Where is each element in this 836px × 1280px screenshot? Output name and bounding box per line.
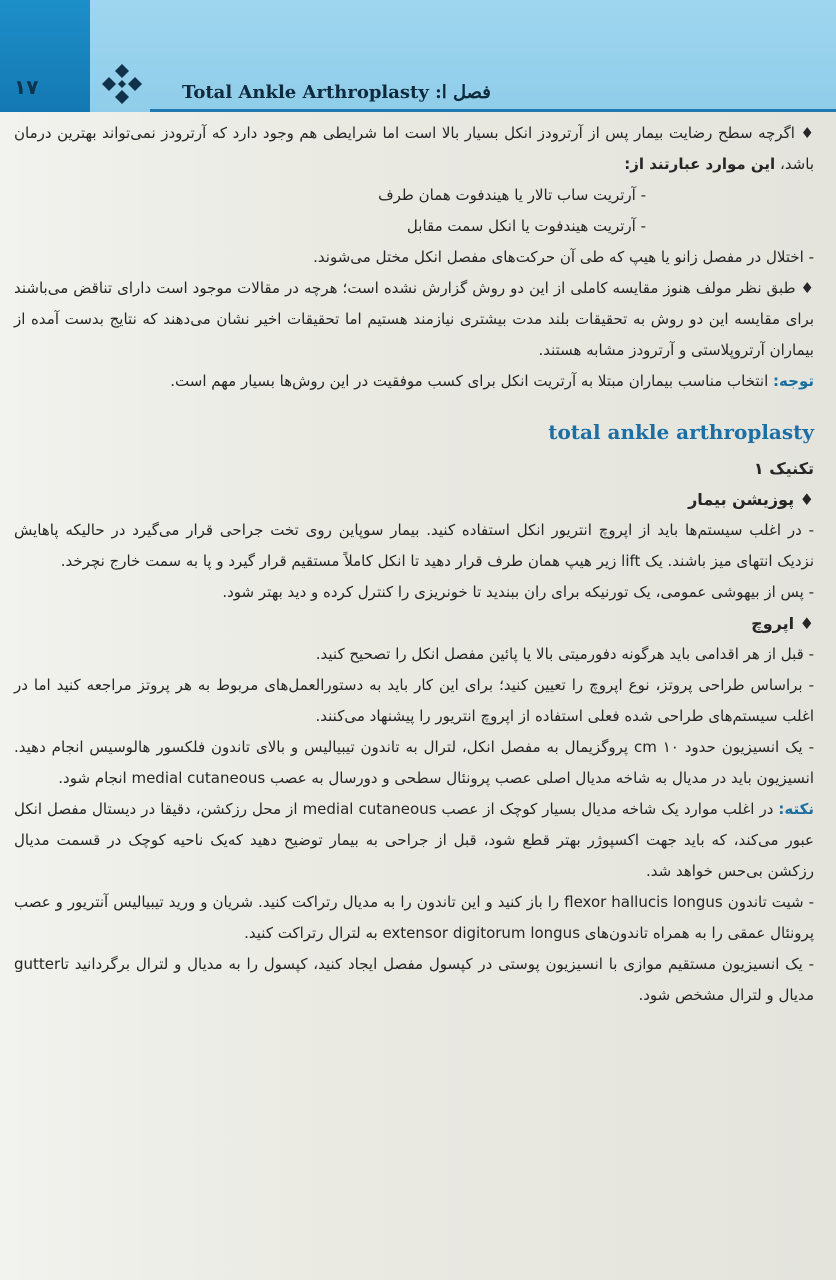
tendon-paragraph: - شیت تاندون flexor hallucis longus را باز کنید و این تاندون را به مدیال رتراکت کنید. شریان و ورید تیبیالیس آنتریور و عصب پرونئال عمقی را به همراه تاندون‌های extensor digitorum longus به لترال رتراکت کنید. — [14, 893, 814, 942]
section-title: total ankle arthroplasty — [548, 420, 814, 444]
technique-heading: تکنیک ۱ — [753, 459, 814, 478]
list-item: - آرتریت ساب تالار یا هیندفوت همان طرف — [378, 186, 646, 204]
list-item: - اختلال در مفصل زانو یا هیپ که طی آن حرکت‌های مفصل انکل مختل می‌شوند. — [313, 248, 814, 266]
page-number: ١٧ — [14, 75, 39, 99]
approach-choice-paragraph: - براساس طراحی پروتز، نوع اپروچ را تعیین کنید؛ برای این کار باید به دستورالعمل‌های مربوط به هر پروتز مراجعه کنید اما در اغلب سیستم‌های طراحی شده فعلی استفاده از اپروچ انتریور را پیشنهاد می‌کنند. — [14, 676, 814, 725]
page-content — [14, 118, 814, 1011]
intro-text: ♦ اگرچه سطح رضایت بیمار پس از آرترودز انکل بسیار بالا است اما شرایطی هم وجود دارد که آرترودز نمی‌تواند بهترین درمان باشد، — [14, 124, 814, 173]
four-diamond-ornament-icon — [100, 62, 144, 106]
tourniquet-paragraph: - پس از بیهوشی عمومی، یک تورنیکه برای ران ببندید تا خونریزی را کنترل کرده و دید بهتر شود. — [222, 583, 814, 601]
comparison-paragraph: ♦ طبق نظر مولف هنوز مقایسه کاملی از این دو روش گزارش نشده است؛ هرچه در مقالات موجود است دارای تناقض می‌باشند برای مقایسه این دو روش به تحقیقات بلند مدت بیشتری نیازمند هستیم اما تحقیقات اخیر نشان می‌دهند که نتایج بدست آمده از بیماران آرتروپلاستی و آرترودز مشابه هستند. — [14, 279, 814, 359]
deformity-paragraph: - قبل از هر اقدامی باید هرگونه دفورمیتی بالا یا پائین مفصل انکل را تصحیح کنید. — [315, 645, 814, 663]
patient-position-heading: ♦ پوزیشن بیمار — [688, 490, 814, 509]
note-label: توجه: — [773, 372, 814, 390]
nerve-note-paragraph — [14, 794, 814, 887]
incision-paragraph: - یک انسیزیون حدود ۱۰ cm پروگزیمال به مفصل انکل، لترال به تاندون تیبیالیس و بالای تاندون فلکسور هالوسیس انجام دهید. انسیزیون باید در مدیال به شاخه مدیال اصلی عصب پرونئال سطحی و دورسال به عصب medial cutaneous انجام شود. — [14, 738, 814, 787]
chapter-title: فصل ا: Total Ankle Arthroplasty — [182, 82, 491, 103]
note-text: انتخاب مناسب بیماران مبتلا به آرتریت انکل برای کسب موفقیت در این روش‌ها بسیار مهم است. — [170, 372, 774, 390]
intro-paragraph — [14, 118, 814, 180]
intro-bold-text: این موارد عبارتند از: — [624, 155, 776, 173]
list-item: - آرتریت هیندفوت یا انکل سمت مقابل — [406, 217, 646, 235]
position-paragraph: - در اغلب سیستم‌ها باید از اپروچ انتریور انکل استفاده کنید. بیمار سوپاین روی تخت جراحی قرار می‌گیرد در حالیکه پاهایش نزدیک انتهای میز باشند. یک lift زیر هیپ همان طرف قرار دهید تا انکل کاملاً مستقیم قرار گیرد و پا به سمت خارج نچرخد. — [14, 521, 814, 570]
note-paragraph — [14, 366, 814, 397]
capsule-paragraph: - یک انسیزیون مستقیم موازی با انسیزیون پوستی در کپسول مفصل ایجاد کنید، کپسول را به مدیال و لترال برگردانید تاgutter مدیال و لترال مشخص شود. — [14, 955, 814, 1004]
page-number-box — [0, 0, 90, 112]
note-text: در اغلب موارد یک شاخه مدیال بسیار کوچک از عصب medial cutaneous از محل رزکشن، دقیقا در دیستال مفصل انکل عبور می‌کند، که باید جهت اکسپوژر بهتر قطع شود، قبل از جراحی به بیمار توضیح دهید که‌یک ناحیه کوچک در قسمت مدیال رزکشن بی‌حس خواهد شد. — [14, 800, 814, 880]
approach-heading: ♦ اپروچ — [751, 614, 814, 633]
note-label: نکته: — [778, 800, 814, 818]
